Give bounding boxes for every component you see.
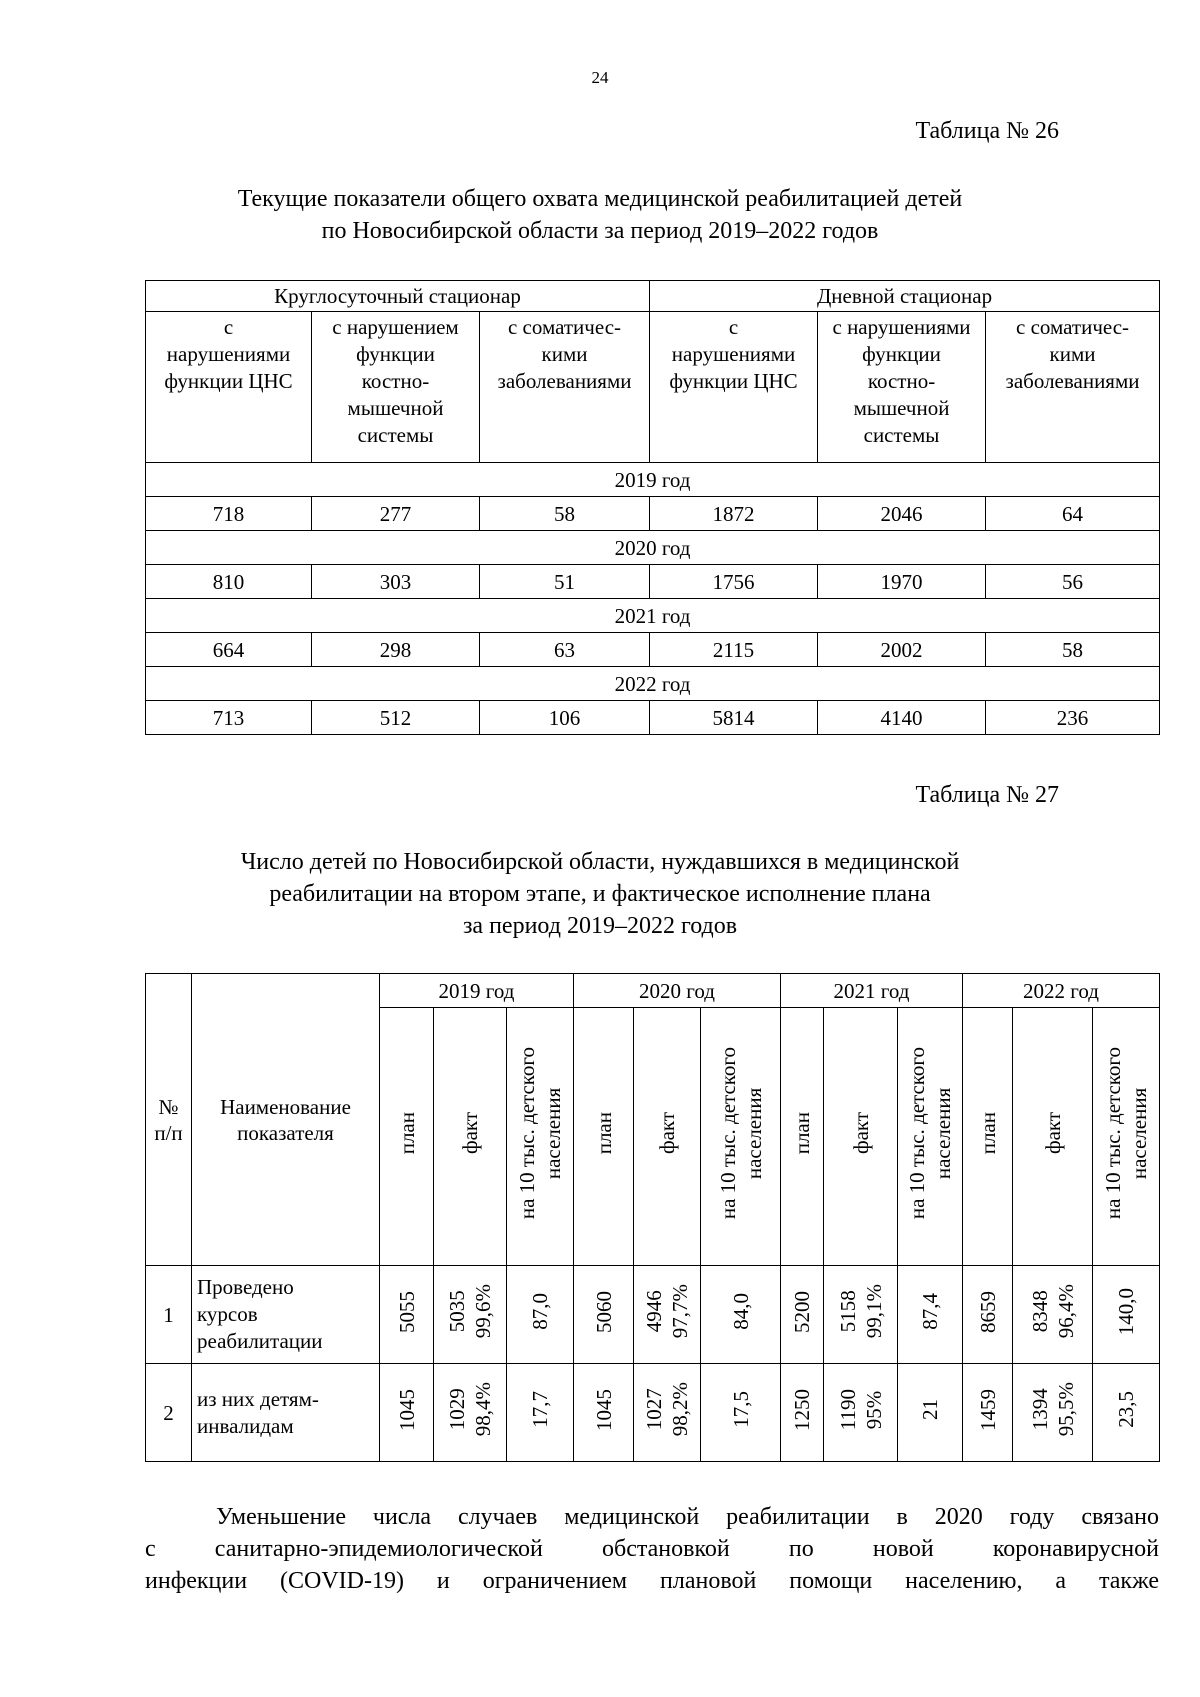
table-cell: 236 bbox=[986, 701, 1160, 735]
table-cell: 664 bbox=[146, 633, 312, 667]
col-header: с нарушениями функции ЦНС bbox=[650, 312, 818, 463]
row-name: из них детям- инвалидам bbox=[192, 1364, 380, 1462]
cell-value: 23,5 bbox=[1114, 1391, 1138, 1428]
table-cell: 303 bbox=[312, 565, 480, 599]
sub-header-label: факт bbox=[655, 1112, 679, 1155]
table-cell bbox=[574, 1364, 634, 1462]
table-cell: 2002 bbox=[818, 633, 986, 667]
cell-value: 5200 bbox=[790, 1290, 814, 1333]
table-cell: 4140 bbox=[818, 701, 986, 735]
table-cell bbox=[574, 1266, 634, 1364]
table-cell: 58 bbox=[480, 497, 650, 531]
table-cell: 1756 bbox=[650, 565, 818, 599]
table-cell bbox=[434, 1364, 507, 1462]
table-cell bbox=[1093, 1266, 1160, 1364]
table-cell: 713 bbox=[146, 701, 312, 735]
table-cell: 2046 bbox=[818, 497, 986, 531]
table-cell: 1872 bbox=[650, 497, 818, 531]
year-row: 2020 год bbox=[146, 531, 1160, 565]
group-day-hospital: Дневной стационар bbox=[650, 281, 1160, 312]
body-paragraph bbox=[145, 1501, 1159, 1597]
cell-value: 8659 bbox=[975, 1290, 1000, 1333]
table-cell: 810 bbox=[146, 565, 312, 599]
table-row bbox=[146, 565, 1160, 599]
sub-header-label: план bbox=[790, 1112, 814, 1155]
table-cell bbox=[507, 1266, 574, 1364]
cell-value: 1459 bbox=[975, 1388, 1000, 1431]
table-row bbox=[146, 701, 1160, 735]
table-cell bbox=[898, 1364, 963, 1462]
group-round-the-clock: Круглосуточный стационар bbox=[146, 281, 650, 312]
table-27-title bbox=[0, 846, 1200, 942]
cell-value: 5035 99,6% bbox=[445, 1284, 495, 1339]
table-cell bbox=[1013, 1364, 1093, 1462]
name-header: Наименование показателя bbox=[192, 974, 380, 1266]
table-26-title bbox=[0, 183, 1200, 247]
page-number: 24 bbox=[591, 68, 609, 87]
table-cell bbox=[701, 1266, 781, 1364]
paragraph-line: с санитарно-эпидемиологической обстановкой по новой коронавирусной bbox=[145, 1536, 1159, 1562]
row-number: 2 bbox=[146, 1364, 192, 1462]
sub-header-label: план bbox=[591, 1112, 616, 1155]
year-header: 2019 год bbox=[380, 974, 574, 1008]
sub-header bbox=[781, 1008, 824, 1266]
table-cell: 277 bbox=[312, 497, 480, 531]
cell-value: 84,0 bbox=[728, 1293, 753, 1330]
table-cell bbox=[824, 1364, 898, 1462]
cell-value: 1250 bbox=[790, 1388, 814, 1431]
cell-value: 21 bbox=[918, 1399, 942, 1420]
table-cell bbox=[1093, 1364, 1160, 1462]
cell-value: 8348 96,4% bbox=[1027, 1284, 1078, 1339]
sub-header bbox=[1093, 1008, 1160, 1266]
year-row: 2019 год bbox=[146, 463, 1160, 497]
paragraph-line: Уменьшение числа случаев медицинской реабилитации в 2020 году связано bbox=[216, 1504, 1159, 1530]
table-cell bbox=[898, 1266, 963, 1364]
table-cell: 512 bbox=[312, 701, 480, 735]
col-header: с нарушениями функции костно- мышечной системы bbox=[818, 312, 986, 463]
table-cell: 51 bbox=[480, 565, 650, 599]
table-cell: 1970 bbox=[818, 565, 986, 599]
cell-value: 87,0 bbox=[528, 1293, 552, 1330]
col-header: с нарушениями функции ЦНС bbox=[146, 312, 312, 463]
table-cell bbox=[781, 1364, 824, 1462]
row-number: 1 bbox=[146, 1266, 192, 1364]
table-cell bbox=[634, 1266, 701, 1364]
table-cell bbox=[824, 1266, 898, 1364]
year-row: 2022 год bbox=[146, 667, 1160, 701]
table-cell bbox=[963, 1266, 1013, 1364]
table-cell bbox=[701, 1364, 781, 1462]
sub-header bbox=[434, 1008, 507, 1266]
col-header: с соматичес- кими заболеваниями bbox=[480, 312, 650, 463]
cell-value: 140,0 bbox=[1114, 1287, 1138, 1336]
table-cell: 2115 bbox=[650, 633, 818, 667]
cell-value: 4946 97,7% bbox=[642, 1284, 692, 1339]
row-name: Проведено курсов реабилитации bbox=[192, 1266, 380, 1364]
table-26-label: Таблица № 26 bbox=[915, 118, 1059, 144]
sub-header bbox=[898, 1008, 963, 1266]
cell-value: 5158 99,1% bbox=[835, 1284, 886, 1339]
sub-header bbox=[701, 1008, 781, 1266]
table-26-title-line2: по Новосибирской области за период 2019–2022 годов bbox=[321, 218, 879, 244]
table-cell: 106 bbox=[480, 701, 650, 735]
table-cell: 63 bbox=[480, 633, 650, 667]
table-cell bbox=[963, 1364, 1013, 1462]
sub-header bbox=[1013, 1008, 1093, 1266]
table-row bbox=[146, 633, 1160, 667]
table-27-title-line3: за период 2019–2022 годов bbox=[462, 913, 738, 939]
sub-header-label: на 10 тыс. детского населения bbox=[715, 1047, 766, 1220]
table-26-title-line1: Текущие показатели общего охвата медицинской реабилитацией детей bbox=[237, 186, 963, 212]
num-header: № п/п bbox=[146, 974, 192, 1266]
cell-value: 1027 98,2% bbox=[642, 1382, 692, 1437]
table-cell: 718 bbox=[146, 497, 312, 531]
cell-value: 1045 bbox=[591, 1388, 616, 1431]
sub-header bbox=[574, 1008, 634, 1266]
sub-header-label: план bbox=[975, 1112, 1000, 1155]
sub-header-label: на 10 тыс. детского населения bbox=[515, 1047, 565, 1220]
table-cell bbox=[434, 1266, 507, 1364]
table-cell bbox=[781, 1266, 824, 1364]
table-cell bbox=[380, 1364, 434, 1462]
table-cell: 298 bbox=[312, 633, 480, 667]
cell-value: 1190 95% bbox=[835, 1388, 886, 1431]
sub-header bbox=[507, 1008, 574, 1266]
sub-header bbox=[380, 1008, 434, 1266]
table-27-title-line2: реабилитации на втором этапе, и фактическое исполнение плана bbox=[269, 881, 931, 907]
sub-header-label: факт bbox=[1040, 1112, 1065, 1155]
cell-value: 5060 bbox=[591, 1290, 616, 1333]
sub-header bbox=[634, 1008, 701, 1266]
paragraph-line: инфекции (COVID-19) и ограничением плановой помощи населению, а также bbox=[145, 1568, 1159, 1594]
table-cell bbox=[380, 1266, 434, 1364]
year-header: 2020 год bbox=[574, 974, 781, 1008]
cell-value: 1029 98,4% bbox=[445, 1382, 495, 1437]
sub-header-label: факт bbox=[458, 1112, 482, 1155]
table-cell bbox=[1013, 1266, 1093, 1364]
table-cell bbox=[507, 1364, 574, 1462]
sub-header bbox=[963, 1008, 1013, 1266]
col-header: с нарушением функции костно- мышечной системы bbox=[312, 312, 480, 463]
cell-value: 87,4 bbox=[918, 1293, 942, 1330]
table-row bbox=[146, 1364, 1160, 1462]
table-26 bbox=[145, 280, 1160, 735]
sub-header-label: на 10 тыс. детского населения bbox=[905, 1047, 955, 1220]
year-row: 2021 год bbox=[146, 599, 1160, 633]
table-cell: 56 bbox=[986, 565, 1160, 599]
table-27 bbox=[145, 973, 1160, 1462]
year-header: 2021 год bbox=[781, 974, 963, 1008]
table-27-title-line1: Число детей по Новосибирской области, нуждавшихся в медицинской bbox=[240, 849, 960, 875]
sub-header-label: на 10 тыс. детского населения bbox=[1101, 1047, 1151, 1220]
cell-value: 17,7 bbox=[528, 1391, 552, 1428]
table-row bbox=[146, 1266, 1160, 1364]
table-cell: 58 bbox=[986, 633, 1160, 667]
sub-header bbox=[824, 1008, 898, 1266]
table-cell: 5814 bbox=[650, 701, 818, 735]
cell-value: 17,5 bbox=[728, 1391, 753, 1428]
table-cell: 64 bbox=[986, 497, 1160, 531]
table-row bbox=[146, 497, 1160, 531]
table-27-label: Таблица № 27 bbox=[915, 782, 1059, 808]
sub-header-label: факт bbox=[848, 1112, 873, 1155]
cell-value: 5055 bbox=[394, 1290, 419, 1333]
cell-value: 1394 95,5% bbox=[1027, 1382, 1078, 1437]
table-cell bbox=[634, 1364, 701, 1462]
cell-value: 1045 bbox=[394, 1388, 419, 1431]
year-header: 2022 год bbox=[963, 974, 1160, 1008]
sub-header-label: план bbox=[394, 1112, 419, 1155]
col-header: с соматичес- кими заболеваниями bbox=[986, 312, 1160, 463]
